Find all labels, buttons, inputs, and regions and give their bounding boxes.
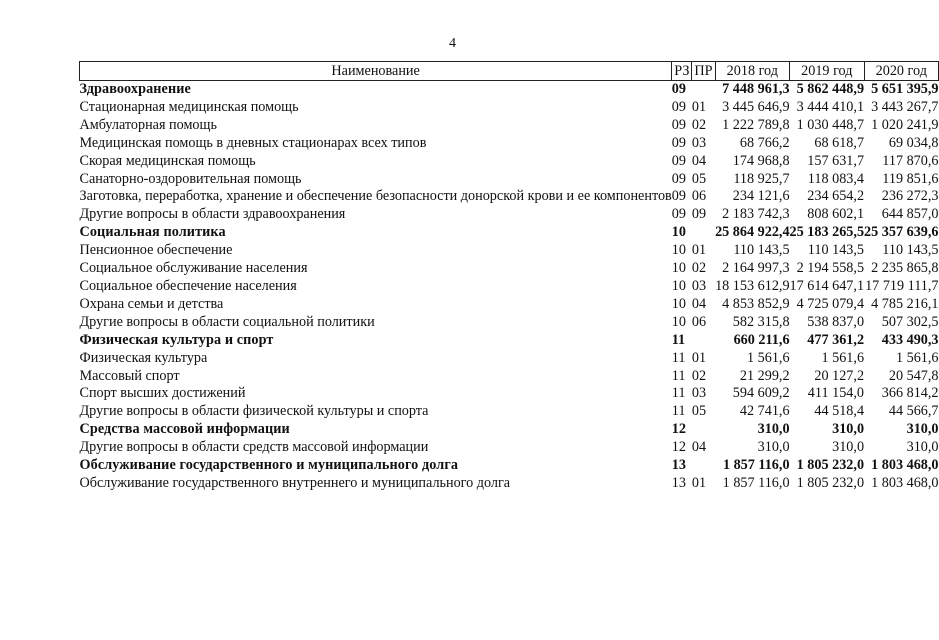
table-row <box>80 153 939 171</box>
row-value-2019: 411 154,0 <box>807 385 865 402</box>
row-name: Заготовка, переработка, хранение и обеспечение безопасности донорской крови и ее компонентов <box>79 188 672 205</box>
row-value-2018: 2 164 997,3 <box>722 260 790 277</box>
row-value-2020: 366 814,2 <box>881 385 939 402</box>
row-pr-code: 05 <box>691 403 707 420</box>
row-name: Социальное обслуживание населения <box>79 260 308 277</box>
row-rz-code: 11 <box>671 331 686 348</box>
table-row <box>80 117 939 135</box>
row-pr-code: 02 <box>691 367 707 384</box>
row-value-2018: 25 864 922,4 <box>715 224 790 241</box>
row-pr-code: 09 <box>691 206 707 223</box>
row-value-2018: 234 121,6 <box>732 188 790 205</box>
row-value-2018: 582 315,8 <box>732 313 790 330</box>
row-value-2020: 1 803 468,0 <box>871 474 939 491</box>
row-value-2018: 594 609,2 <box>732 385 790 402</box>
row-value-2019: 17 614 647,1 <box>789 277 865 294</box>
section-row <box>80 332 939 350</box>
row-rz-code: 09 <box>671 134 686 151</box>
row-value-2018: 110 143,5 <box>733 242 790 259</box>
row-value-2020: 4 785 216,1 <box>871 295 939 312</box>
table-row <box>80 296 939 314</box>
row-name: Охрана семьи и детства <box>79 295 224 312</box>
row-pr-code: 02 <box>691 116 707 133</box>
table-row <box>80 350 939 368</box>
table-row <box>80 475 939 493</box>
row-value-2020: 44 566,7 <box>888 403 939 420</box>
row-pr-code: 02 <box>691 260 707 277</box>
row-rz-code: 13 <box>671 457 686 474</box>
row-value-2018: 1 561,6 <box>746 349 790 366</box>
row-value-2020: 69 034,8 <box>888 134 939 151</box>
row-pr-code: 03 <box>691 385 707 402</box>
row-value-2018: 68 766,2 <box>739 134 790 151</box>
row-value-2020: 3 443 267,7 <box>871 98 939 115</box>
row-pr-code <box>692 421 715 439</box>
row-value-2019: 157 631,7 <box>807 152 865 169</box>
row-pr-code: 06 <box>691 188 707 205</box>
row-value-2020: 117 870,6 <box>882 152 939 169</box>
row-value-2020: 433 490,3 <box>881 331 939 348</box>
row-pr-code: 01 <box>691 349 707 366</box>
row-value-2020: 310,0 <box>906 439 939 456</box>
table-row <box>80 260 939 278</box>
row-pr-code: 04 <box>691 152 707 169</box>
row-rz-code: 09 <box>671 81 686 97</box>
row-pr-code: 04 <box>691 439 707 456</box>
row-value-2018: 1 857 116,0 <box>722 457 790 474</box>
row-name: Физическая культура <box>79 349 208 366</box>
row-pr-code: 01 <box>691 474 707 491</box>
row-value-2020: 236 272,3 <box>881 188 939 205</box>
row-name: Другие вопросы в области социальной политики <box>79 313 375 330</box>
row-value-2018: 4 853 852,9 <box>722 295 790 312</box>
row-pr-code <box>692 457 715 475</box>
row-name: Пенсионное обеспечение <box>79 242 233 259</box>
row-value-2019: 808 602,1 <box>807 206 865 223</box>
column-header-2019: 2019 год <box>790 62 864 81</box>
column-header-2020: 2020 год <box>864 62 938 81</box>
table-row <box>80 385 939 403</box>
table-row <box>80 99 939 117</box>
row-rz-code: 12 <box>671 439 686 456</box>
table-row <box>80 242 939 260</box>
row-rz-code: 09 <box>671 206 686 223</box>
row-pr-code: 01 <box>691 98 707 115</box>
section-row <box>80 457 939 475</box>
column-header-name: Наименование <box>80 62 672 81</box>
row-rz-code: 09 <box>671 170 686 187</box>
row-value-2018: 3 445 646,9 <box>722 98 790 115</box>
row-name: Обслуживание государственного и муниципального долга <box>79 457 459 474</box>
row-value-2020: 17 719 111,7 <box>865 277 939 294</box>
row-pr-code: 05 <box>691 170 707 187</box>
row-value-2018: 42 741,6 <box>739 403 790 420</box>
row-value-2019: 234 654,2 <box>807 188 865 205</box>
row-name: Массовый спорт <box>79 367 180 384</box>
row-rz-code: 10 <box>671 260 686 277</box>
row-rz-code: 10 <box>671 224 686 241</box>
page-number: 4 <box>449 36 456 51</box>
row-value-2019: 110 143,5 <box>807 242 865 259</box>
table-body <box>80 81 939 493</box>
row-value-2018: 1 857 116,0 <box>722 474 790 491</box>
row-name: Амбулаторная помощь <box>79 116 217 133</box>
row-rz-code: 13 <box>671 474 686 491</box>
row-value-2018: 21 299,2 <box>739 367 790 384</box>
row-pr-code: 04 <box>691 295 707 312</box>
budget-table <box>79 61 939 493</box>
row-value-2020: 644 857,0 <box>881 206 939 223</box>
row-value-2018: 174 968,8 <box>732 152 790 169</box>
column-header-2018: 2018 год <box>715 62 789 81</box>
row-rz-code: 11 <box>671 367 686 384</box>
row-value-2019: 1 030 448,7 <box>796 116 865 133</box>
row-value-2019: 44 518,4 <box>814 403 865 420</box>
row-value-2020: 1 803 468,0 <box>871 457 939 474</box>
row-name: Обслуживание государственного внутреннего и муниципального долга <box>79 474 511 491</box>
row-name: Скорая медицинская помощь <box>79 152 256 169</box>
row-value-2018: 2 183 742,3 <box>722 206 790 223</box>
row-rz-code: 11 <box>671 385 686 402</box>
row-value-2019: 118 083,4 <box>807 170 865 187</box>
row-rz-code: 09 <box>671 188 686 205</box>
row-value-2018: 118 925,7 <box>733 170 790 187</box>
row-value-2019: 68 618,7 <box>814 134 865 151</box>
row-value-2019: 5 862 448,9 <box>796 81 865 97</box>
row-rz-code: 12 <box>671 421 686 438</box>
row-rz-code: 10 <box>671 313 686 330</box>
row-value-2019: 310,0 <box>832 421 865 438</box>
row-value-2020: 1 561,6 <box>895 349 939 366</box>
row-value-2020: 5 651 395,9 <box>871 81 939 97</box>
row-value-2020: 2 235 865,8 <box>871 260 939 277</box>
table-row <box>80 403 939 421</box>
row-value-2020: 20 547,8 <box>888 367 939 384</box>
table-row <box>80 278 939 296</box>
row-value-2019: 4 725 079,4 <box>796 295 865 312</box>
row-name: Стационарная медицинская помощь <box>79 98 299 115</box>
row-value-2018: 18 153 612,9 <box>715 277 790 294</box>
row-value-2020: 110 143,5 <box>882 242 939 259</box>
row-name: Здравоохранение <box>79 81 191 97</box>
row-value-2019: 2 194 558,5 <box>796 260 865 277</box>
row-value-2018: 660 211,6 <box>733 331 790 348</box>
table-row <box>80 368 939 386</box>
row-name: Социальное обеспечение населения <box>79 277 297 294</box>
row-value-2018: 310,0 <box>757 439 790 456</box>
row-value-2019: 1 805 232,0 <box>796 457 865 474</box>
row-rz-code: 10 <box>671 295 686 312</box>
row-pr-code: 06 <box>691 313 707 330</box>
row-rz-code: 11 <box>671 403 686 420</box>
column-header-pr: ПР <box>692 62 715 81</box>
row-value-2019: 1 805 232,0 <box>796 474 865 491</box>
row-value-2019: 25 183 265,5 <box>789 224 865 241</box>
row-value-2020: 25 357 639,6 <box>864 224 939 241</box>
table-row <box>80 206 939 224</box>
row-name: Другие вопросы в области здравоохранения <box>79 206 346 223</box>
row-value-2020: 1 020 241,9 <box>871 116 939 133</box>
row-pr-code: 03 <box>691 277 707 294</box>
row-value-2020: 507 302,5 <box>881 313 939 330</box>
table-row <box>80 171 939 189</box>
section-row <box>80 224 939 242</box>
section-row <box>80 421 939 439</box>
row-pr-code: 03 <box>691 134 707 151</box>
row-rz-code: 10 <box>671 242 686 259</box>
row-pr-code <box>692 81 715 99</box>
row-rz-code: 09 <box>671 116 686 133</box>
row-value-2018: 1 222 789,8 <box>722 116 790 133</box>
row-rz-code: 10 <box>671 277 686 294</box>
row-rz-code: 11 <box>671 349 686 366</box>
row-pr-code <box>692 224 715 242</box>
row-value-2019: 538 837,0 <box>807 313 865 330</box>
table-row <box>80 314 939 332</box>
row-rz-code: 09 <box>671 98 686 115</box>
row-name: Другие вопросы в области средств массовой информации <box>79 439 429 456</box>
table-row <box>80 439 939 457</box>
table-header-row <box>80 62 939 81</box>
row-value-2018: 7 448 961,3 <box>722 81 790 97</box>
section-row <box>80 81 939 99</box>
table-row <box>80 135 939 153</box>
row-name: Социальная политика <box>79 224 226 241</box>
row-value-2019: 477 361,2 <box>807 331 865 348</box>
row-value-2019: 3 444 410,1 <box>796 98 865 115</box>
row-rz-code: 09 <box>671 152 686 169</box>
row-name: Спорт высших достижений <box>79 385 246 402</box>
row-value-2020: 119 851,6 <box>882 170 939 187</box>
row-pr-code <box>692 332 715 350</box>
row-name: Другие вопросы в области физической культуры и спорта <box>79 403 429 420</box>
row-value-2020: 310,0 <box>906 421 939 438</box>
row-name: Медицинская помощь в дневных стационарах всех типов <box>79 134 427 151</box>
row-value-2019: 310,0 <box>832 439 865 456</box>
table-row <box>80 188 939 206</box>
row-pr-code: 01 <box>691 242 707 259</box>
row-value-2019: 20 127,2 <box>814 367 865 384</box>
row-name: Санаторно-оздоровительная помощь <box>79 170 302 187</box>
column-header-rz: РЗ <box>672 62 692 81</box>
row-name: Физическая культура и спорт <box>79 331 274 348</box>
row-value-2018: 310,0 <box>757 421 790 438</box>
row-value-2019: 1 561,6 <box>821 349 865 366</box>
row-name: Средства массовой информации <box>79 421 290 438</box>
